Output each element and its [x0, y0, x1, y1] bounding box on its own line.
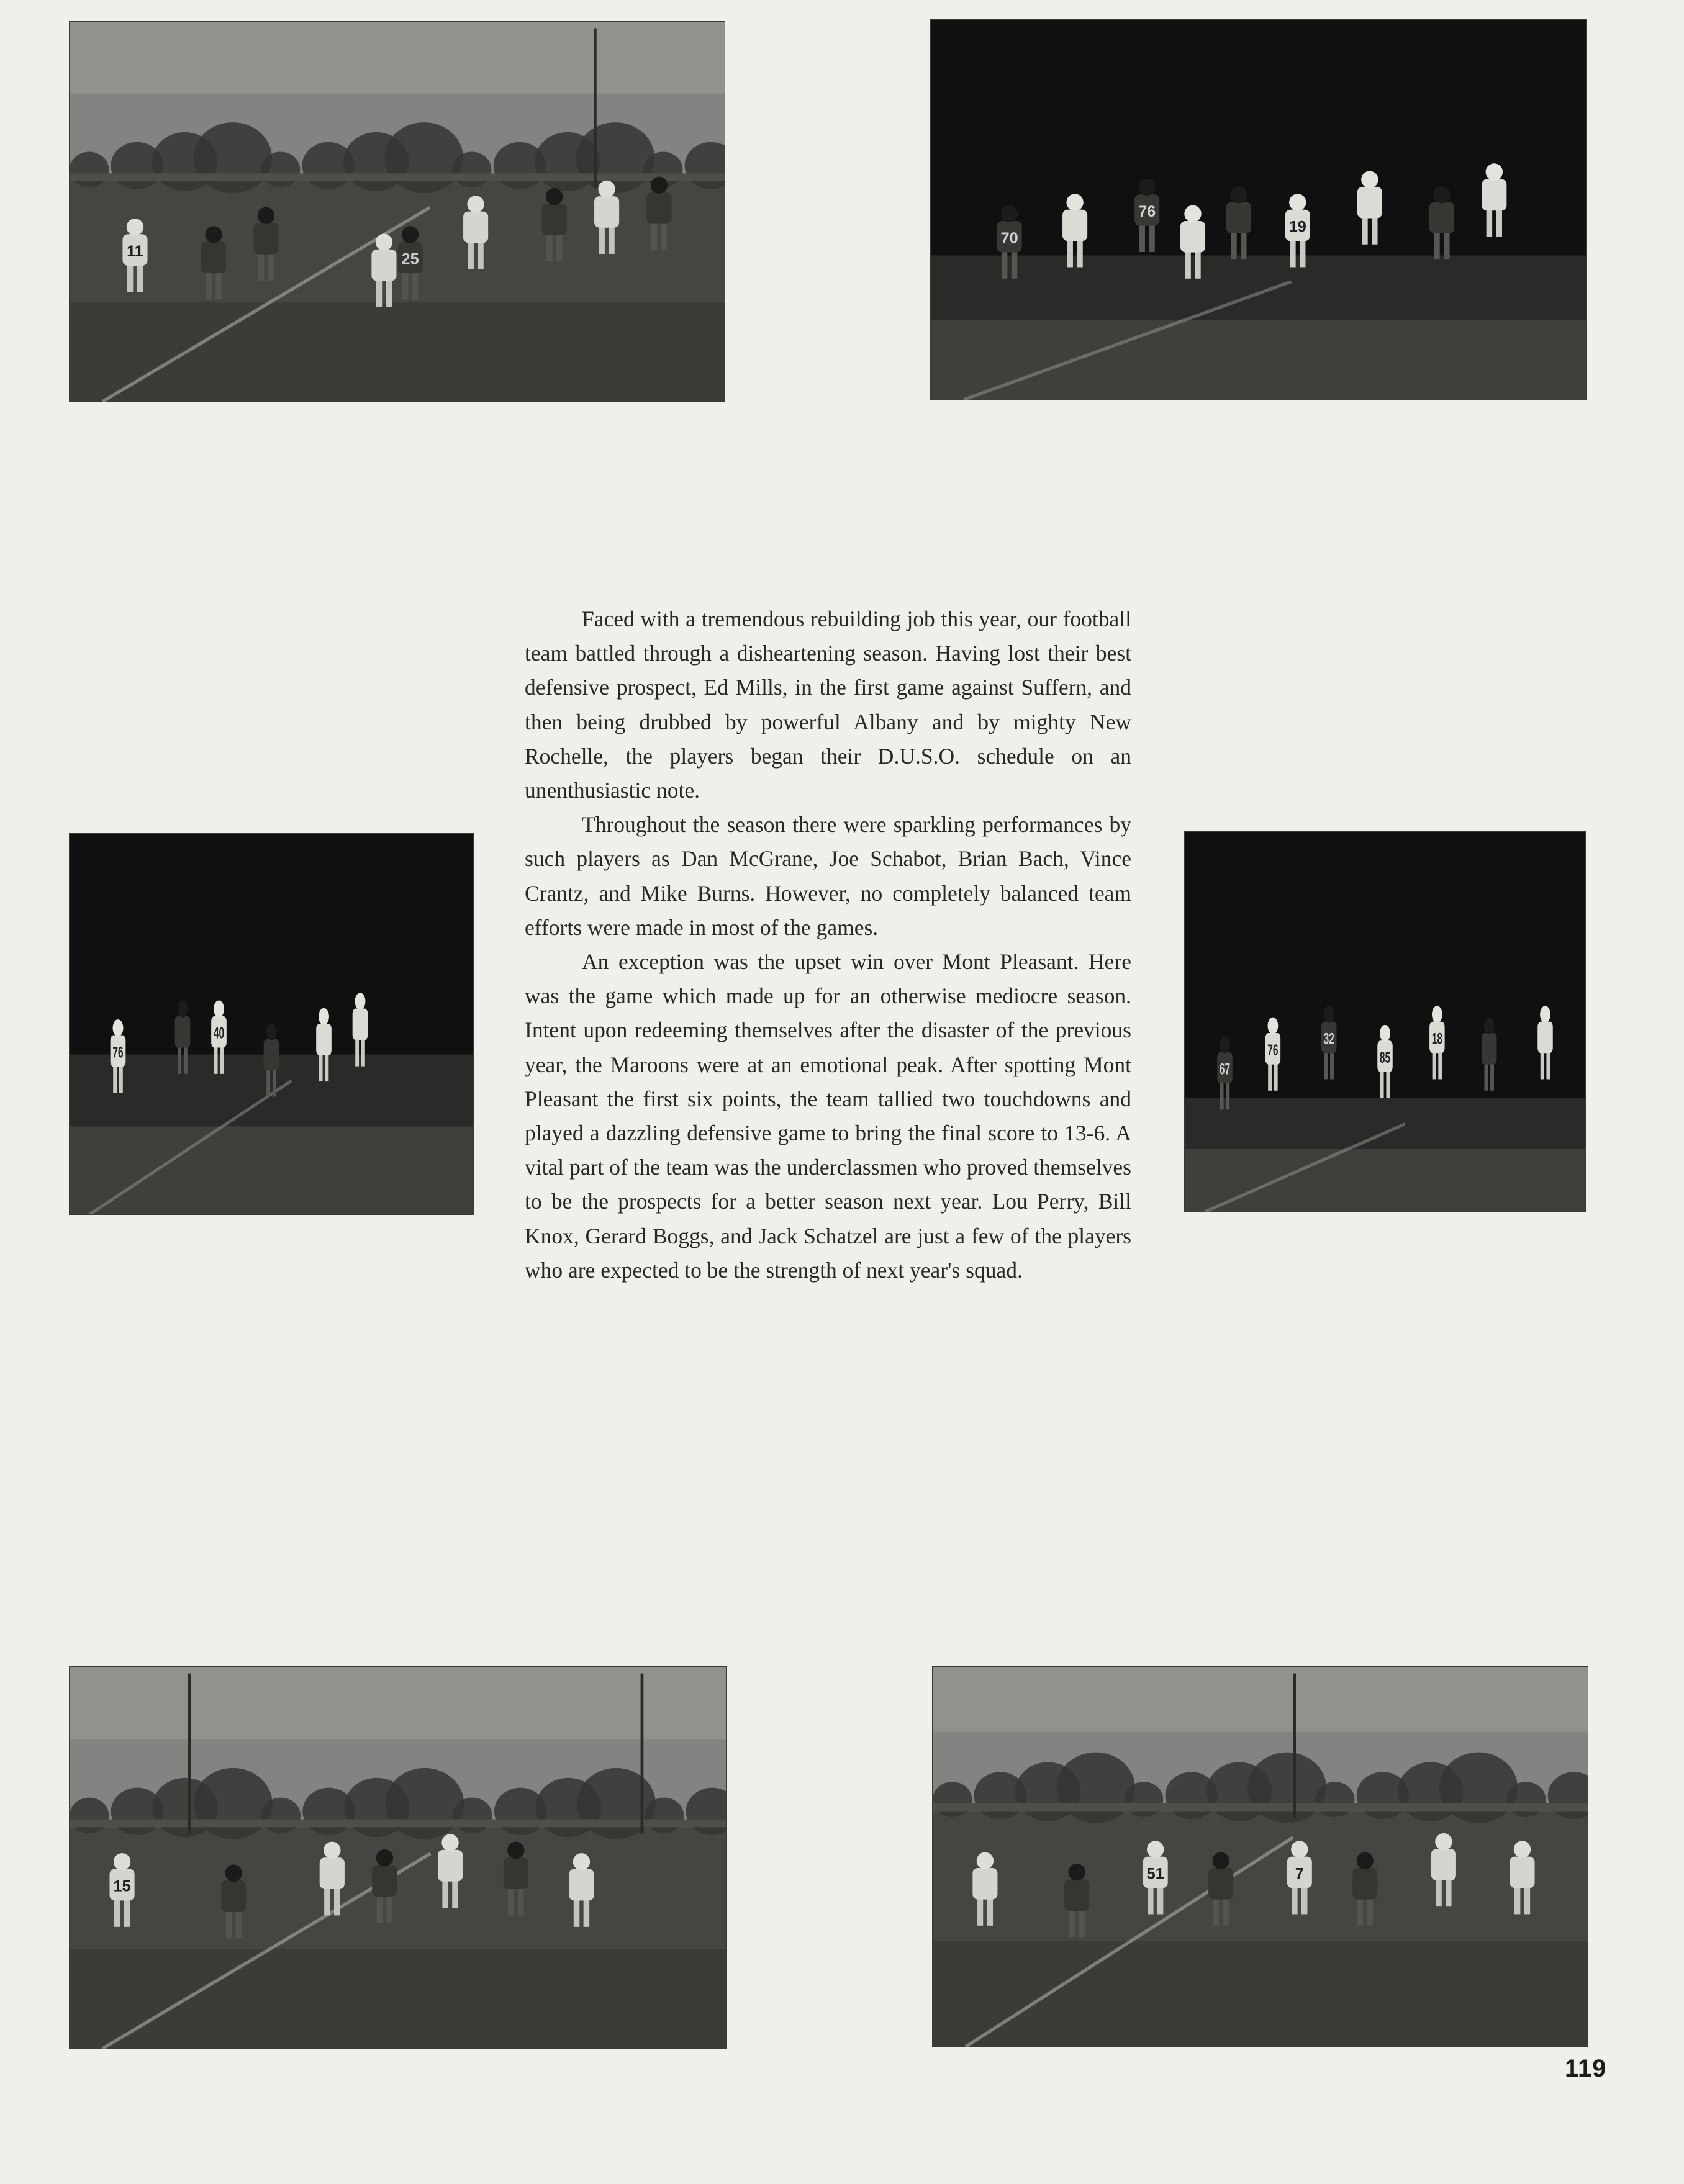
jersey-number: 18: [1431, 1030, 1442, 1048]
jersey-number: 19: [1288, 218, 1306, 236]
jersey-number: 11: [127, 243, 143, 261]
article-body: [525, 602, 1131, 1288]
jersey-number: 51: [1146, 1865, 1164, 1883]
jersey-number: 76: [1138, 202, 1156, 220]
football-photo-top-right: [931, 20, 1586, 400]
football-photo-top-left: [70, 22, 725, 402]
photo-scene: [931, 20, 1586, 400]
paragraph-1: Faced with a tremendous rebuilding job this year, our football team battled through a disheartening season. Having lost their best defensive prospect, Ed Mills, in the first game against Suffern, and then being drubbed by powerful Albany and by mighty New Rochelle, the players began their D.U.S.O. schedule on an unenthusiastic note.: [525, 607, 1131, 803]
jersey-number: 85: [1379, 1049, 1391, 1067]
jersey-number: 32: [1323, 1030, 1334, 1048]
photo-scene: [70, 1667, 726, 2049]
football-photo-middle-left: [70, 834, 473, 1214]
photo-scene: [933, 1667, 1588, 2047]
photo-scene: [1185, 832, 1585, 1212]
jersey-number: 25: [401, 250, 419, 268]
jersey-number: 76: [112, 1044, 124, 1062]
football-photo-bottom-right: [933, 1667, 1588, 2047]
paragraph-2: Throughout the season there were sparkling performances by such players as Dan McGrane, Joe Schabot, Brian Bach, Vince Crantz, and Mike Burns. However, no completely balanced team efforts were made in most of the games.: [525, 812, 1131, 940]
jersey-number: 70: [1000, 229, 1018, 247]
photo-scene: [70, 22, 725, 402]
jersey-number: 15: [113, 1877, 131, 1895]
jersey-number: 76: [1267, 1042, 1279, 1059]
jersey-number: 7: [1295, 1865, 1304, 1883]
football-photo-middle-right: [1185, 832, 1585, 1212]
photo-scene: [70, 834, 473, 1214]
football-photo-bottom-left: [70, 1667, 726, 2049]
paragraph-3: An exception was the upset win over Mont Pleasant. Here was the game which made up for an otherwise mediocre season. Intent upon redeeming themselves after the disaster of the previous year, the Maroons were at an emotional peak. After spotting Mont Pleasant the first six points, the team tallied two touchdowns and played a dazzling defensive game to bring the final score to 13-6. A vital part of the team was the underclassmen who proved themselves to be the prospects for a better season next year. Lou Perry, Bill Knox, Gerard Boggs, and Jack Schatzel are just a few of the players who are expected to be the strength of next year's squad.: [525, 949, 1131, 1283]
jersey-number: 40: [213, 1025, 225, 1042]
jersey-number: 67: [1219, 1060, 1231, 1078]
page-number: 119: [1565, 2055, 1607, 2082]
